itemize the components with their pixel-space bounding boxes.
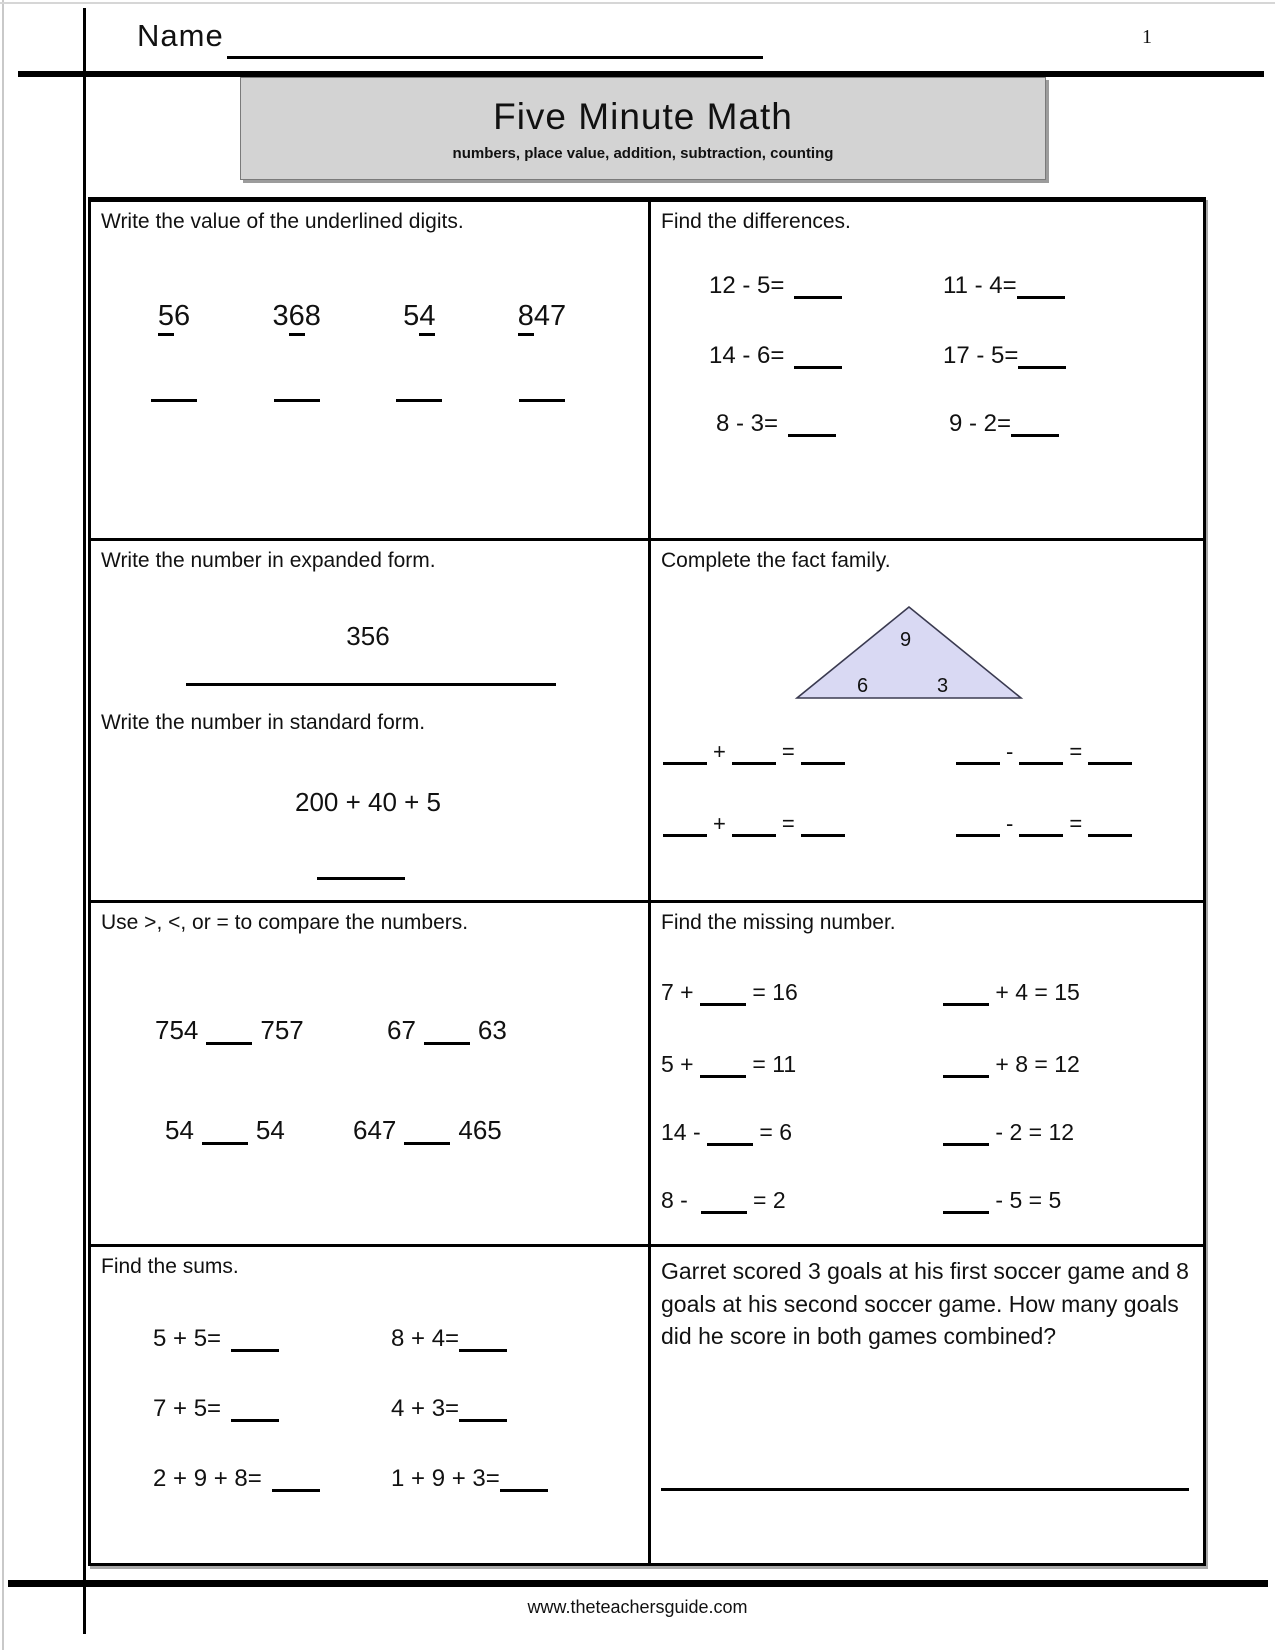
cell-word-problem <box>651 1247 1203 1563</box>
answer-blank <box>1088 821 1132 837</box>
name-blank-line <box>227 56 763 59</box>
problem-text: = 16 <box>752 979 798 1005</box>
equals-sign: = <box>781 739 795 764</box>
cell-compare <box>91 903 651 1247</box>
plus-sign: + <box>713 811 726 836</box>
cell-missing-number <box>651 903 1203 1247</box>
problem-text: - 2 = 12 <box>995 1119 1075 1145</box>
answer-blank <box>206 1029 252 1045</box>
problem-text: 7 + <box>661 979 694 1005</box>
triangle-number-right: 3 <box>937 675 949 697</box>
answer-blank <box>500 1476 548 1492</box>
compare-number: 54 <box>255 1115 285 1145</box>
answer-blank <box>274 399 320 402</box>
underlined-digit-item: 56 <box>143 300 205 402</box>
answer-blank <box>1017 283 1065 299</box>
equals-sign: = <box>781 811 795 836</box>
compare-number: 465 <box>458 1115 502 1145</box>
compare-number: 63 <box>477 1015 507 1045</box>
word-problem-text: Garret scored 3 goals at his first soccer game and 8 goals at his second soccer game. How many goals did he score in both games combined? <box>661 1258 1189 1350</box>
minus-sign: - <box>1006 739 1014 764</box>
answer-blank <box>519 399 565 402</box>
answer-blank <box>943 1198 989 1214</box>
prompt-sums: Find the sums. <box>101 1255 239 1278</box>
problem-text: 8 - 3= <box>716 410 779 437</box>
underlined-digit-item: 368 <box>266 300 328 402</box>
problem-text: = 11 <box>752 1051 797 1077</box>
answer-blank <box>1019 749 1063 765</box>
triangle-shape <box>797 607 1021 698</box>
prompt-compare: Use >, <, or = to compare the numbers. <box>101 911 469 934</box>
page-edge-top <box>0 2 1275 4</box>
problem-text: 7 + 5= <box>153 1395 222 1422</box>
problem-text: 14 - <box>661 1119 701 1145</box>
prompt-missing-number: Find the missing number. <box>661 911 896 934</box>
compare-number: 757 <box>260 1015 304 1045</box>
compare-number: 67 <box>387 1015 416 1045</box>
answer-blank <box>202 1129 248 1145</box>
answer-blank <box>404 1129 450 1145</box>
prompt-fact-family: Complete the fact family. <box>661 549 891 572</box>
problem-text: 1 + 9 + 3= <box>391 1465 500 1492</box>
triangle-number-left: 6 <box>857 675 869 697</box>
cell-sums <box>91 1247 651 1563</box>
answer-blank <box>801 821 845 837</box>
cell-differences <box>651 202 1203 541</box>
plus-sign: + <box>713 739 726 764</box>
answer-blank <box>943 1062 989 1078</box>
compare-number: 647 <box>353 1115 397 1145</box>
answer-blank <box>732 749 776 765</box>
bottom-rule <box>8 1580 1268 1587</box>
compare-number: 754 <box>155 1015 199 1045</box>
triangle-number-top: 9 <box>900 629 912 651</box>
answer-blank <box>700 1062 746 1078</box>
cell-expanded-form <box>91 541 651 903</box>
answer-blank <box>700 990 746 1006</box>
answer-blank <box>396 399 442 402</box>
underlined-digit-item: 847 <box>511 300 573 402</box>
underlined-digit-item: 54 <box>388 300 450 402</box>
underlined-digit: 8 <box>518 300 534 336</box>
answer-blank <box>231 1406 279 1422</box>
prompt-differences: Find the differences. <box>661 210 851 233</box>
answer-blank <box>1018 353 1066 369</box>
answer-blank <box>794 283 842 299</box>
answer-blank <box>663 821 707 837</box>
answer-blank <box>272 1476 320 1492</box>
problem-grid <box>88 197 1206 1566</box>
cell-fact-family <box>651 541 1203 903</box>
fact-family-triangle <box>793 603 1025 703</box>
answer-blank <box>663 749 707 765</box>
problem-text: 4 + 3= <box>391 1395 460 1422</box>
answer-blank <box>661 1488 1189 1491</box>
problem-text: 8 + 4= <box>391 1325 460 1352</box>
expanded-form-number: 356 <box>346 621 390 651</box>
underlined-digit: 6 <box>289 300 305 336</box>
answer-blank <box>956 749 1000 765</box>
answer-blank <box>424 1029 470 1045</box>
answer-blank <box>801 749 845 765</box>
underlined-digit: 4 <box>419 300 435 336</box>
problem-text: 5 + 5= <box>153 1325 222 1352</box>
answer-blank <box>794 353 842 369</box>
answer-blank <box>186 683 556 686</box>
title-banner <box>240 77 1046 180</box>
compare-number: 54 <box>165 1115 194 1145</box>
answer-blank <box>1011 421 1059 437</box>
problem-text: - 5 = 5 <box>995 1187 1062 1213</box>
answer-blank <box>943 990 989 1006</box>
answer-blank <box>943 1130 989 1146</box>
prompt-standard-form: Write the number in standard form. <box>101 711 426 734</box>
answer-blank <box>459 1406 507 1422</box>
problem-text: = 2 <box>753 1187 786 1213</box>
underlined-digits-row <box>143 300 573 402</box>
answer-blank <box>701 1198 747 1214</box>
answer-blank <box>231 1336 279 1352</box>
equals-sign: = <box>1069 739 1083 764</box>
footer-url: www.theteachersguide.com <box>527 1597 748 1617</box>
worksheet-subtitle: numbers, place value, addition, subtraction, counting <box>452 144 834 162</box>
problem-text: 14 - 6= <box>709 342 785 369</box>
problem-text: 8 - <box>661 1187 688 1213</box>
standard-form-expression: 200 + 40 + 5 <box>294 787 442 817</box>
answer-blank <box>151 399 197 402</box>
answer-blank <box>1088 749 1132 765</box>
problem-text: 17 - 5= <box>943 342 1019 369</box>
page-number: 1 <box>1142 26 1152 48</box>
problem-text: 2 + 9 + 8= <box>153 1465 262 1492</box>
worksheet-title: Five Minute Math <box>493 95 793 137</box>
prompt-expanded-form: Write the number in expanded form. <box>101 549 436 572</box>
problem-text: = 6 <box>759 1119 793 1145</box>
problem-text: + 8 = 12 <box>995 1051 1080 1077</box>
minus-sign: - <box>1006 811 1014 836</box>
page-edge-left <box>2 0 4 1650</box>
prompt-underlined-digits: Write the value of the underlined digits. <box>101 210 464 233</box>
answer-blank <box>732 821 776 837</box>
answer-blank <box>459 1336 507 1352</box>
name-label: Name <box>137 18 224 53</box>
problem-text: 5 + <box>661 1051 694 1077</box>
margin-rule <box>83 8 86 1634</box>
answer-blank <box>788 421 836 437</box>
problem-text: 9 - 2= <box>949 410 1012 437</box>
answer-blank <box>707 1130 753 1146</box>
equals-sign: = <box>1069 811 1083 836</box>
problem-text: 12 - 5= <box>709 272 785 299</box>
problem-text: 11 - 4= <box>943 272 1017 299</box>
underlined-digit: 5 <box>158 300 174 336</box>
answer-blank <box>1019 821 1063 837</box>
problem-text: + 4 = 15 <box>995 979 1080 1005</box>
answer-blank <box>317 877 405 880</box>
cell-underlined-digits <box>91 202 651 541</box>
answer-blank <box>956 821 1000 837</box>
